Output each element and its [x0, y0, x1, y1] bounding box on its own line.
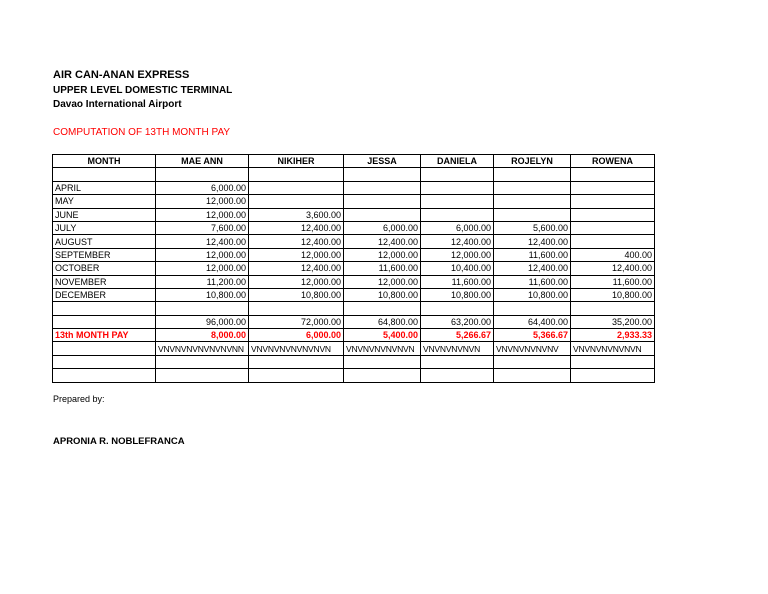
amount-cell[interactable]: 12,000.00	[156, 195, 249, 208]
total-cell[interactable]: 35,200.00	[571, 315, 655, 328]
amount-cell[interactable]	[344, 208, 421, 221]
cell[interactable]	[571, 168, 655, 181]
blank-row	[53, 369, 655, 382]
cell[interactable]	[494, 168, 571, 181]
amount-cell[interactable]: 5,600.00	[494, 221, 571, 234]
cell[interactable]	[494, 355, 571, 368]
amount-cell[interactable]: 7,600.00	[156, 221, 249, 234]
totals-row	[53, 315, 655, 328]
cell[interactable]	[344, 168, 421, 181]
cell[interactable]	[53, 168, 156, 181]
amount-cell[interactable]	[571, 208, 655, 221]
cell[interactable]	[571, 355, 655, 368]
amount-cell[interactable]: 12,000.00	[156, 208, 249, 221]
column-header[interactable]: NIKIHER	[249, 155, 344, 168]
amount-cell[interactable]: 10,400.00	[421, 262, 494, 275]
column-header[interactable]: ROJELYN	[494, 155, 571, 168]
amount-cell[interactable]: 11,600.00	[344, 262, 421, 275]
table-row	[53, 181, 655, 194]
pay-label[interactable]: 13th MONTH PAY	[53, 329, 156, 342]
cell[interactable]	[53, 355, 156, 368]
column-header[interactable]: MONTH	[53, 155, 156, 168]
cell[interactable]	[494, 369, 571, 382]
month-cell[interactable]: APRIL	[53, 181, 156, 194]
amount-cell[interactable]: 11,600.00	[494, 248, 571, 261]
signature-cell[interactable]: VNVNVNVNVNVNVN	[249, 342, 344, 355]
cell[interactable]	[344, 302, 421, 315]
month-cell[interactable]: OCTOBER	[53, 262, 156, 275]
amount-cell[interactable]: 12,000.00	[421, 248, 494, 261]
terminal-location: UPPER LEVEL DOMESTIC TERMINAL	[53, 85, 233, 96]
amount-cell[interactable]: 12,400.00	[421, 235, 494, 248]
month-rows	[53, 181, 655, 302]
cell[interactable]	[156, 369, 249, 382]
cell[interactable]	[571, 302, 655, 315]
column-header[interactable]: MAE ANN	[156, 155, 249, 168]
cell[interactable]	[53, 302, 156, 315]
amount-cell[interactable]	[249, 181, 344, 194]
amount-cell[interactable]: 12,400.00	[571, 262, 655, 275]
amount-cell[interactable]: 6,000.00	[421, 221, 494, 234]
amount-cell[interactable]: 3,600.00	[249, 208, 344, 221]
amount-cell[interactable]: 11,600.00	[571, 275, 655, 288]
amount-cell[interactable]	[421, 208, 494, 221]
total-cell[interactable]: 64,400.00	[494, 315, 571, 328]
cell[interactable]	[249, 369, 344, 382]
sheet-title: COMPUTATION OF 13TH MONTH PAY	[53, 127, 231, 138]
amount-cell[interactable]	[344, 195, 421, 208]
table-row	[53, 275, 655, 288]
prepared-by-label: Prepared by:	[53, 394, 105, 404]
month-cell[interactable]: AUGUST	[53, 235, 156, 248]
column-header[interactable]: DANIELA	[421, 155, 494, 168]
amount-cell[interactable]: 10,800.00	[494, 288, 571, 301]
amount-cell[interactable]: 12,400.00	[249, 262, 344, 275]
amount-cell[interactable]	[344, 181, 421, 194]
cell[interactable]	[249, 355, 344, 368]
pay-table	[52, 154, 655, 383]
pay-cell[interactable]: 8,000.00	[156, 329, 249, 342]
cell[interactable]	[494, 302, 571, 315]
month-cell[interactable]: SEPTEMBER	[53, 248, 156, 261]
cell[interactable]	[53, 315, 156, 328]
column-header[interactable]: ROWENA	[571, 155, 655, 168]
pay-cell[interactable]: 2,933.33	[571, 329, 655, 342]
pay-cell[interactable]: 5,266.67	[421, 329, 494, 342]
month-cell[interactable]: DECEMBER	[53, 288, 156, 301]
thirteenth-month-row	[53, 329, 655, 342]
cell[interactable]	[156, 302, 249, 315]
amount-cell[interactable]: 6,000.00	[344, 221, 421, 234]
amount-cell[interactable]: 12,000.00	[156, 248, 249, 261]
cell[interactable]	[249, 168, 344, 181]
total-cell[interactable]: 72,000.00	[249, 315, 344, 328]
blank-row	[53, 168, 655, 181]
amount-cell[interactable]	[421, 195, 494, 208]
amount-cell[interactable]: 10,800.00	[156, 288, 249, 301]
total-cell[interactable]: 64,800.00	[344, 315, 421, 328]
amount-cell[interactable]: 12,000.00	[344, 248, 421, 261]
amount-cell[interactable]: 12,400.00	[249, 221, 344, 234]
cell[interactable]	[249, 302, 344, 315]
total-cell[interactable]: 63,200.00	[421, 315, 494, 328]
amount-cell[interactable]	[571, 235, 655, 248]
pay-cell[interactable]: 5,400.00	[344, 329, 421, 342]
month-cell[interactable]: JUNE	[53, 208, 156, 221]
cell[interactable]	[344, 369, 421, 382]
amount-cell[interactable]: 12,400.00	[249, 235, 344, 248]
amount-cell[interactable]: 10,800.00	[421, 288, 494, 301]
amount-cell[interactable]	[249, 195, 344, 208]
cell[interactable]	[421, 355, 494, 368]
amount-cell[interactable]: 10,800.00	[571, 288, 655, 301]
cell[interactable]	[421, 369, 494, 382]
amount-cell[interactable]: 12,400.00	[494, 235, 571, 248]
signature-cell[interactable]: VNVNVNVNVN	[421, 342, 494, 355]
table-row	[53, 248, 655, 261]
cell[interactable]	[571, 369, 655, 382]
cell[interactable]	[53, 342, 156, 355]
amount-cell[interactable]	[571, 181, 655, 194]
amount-cell[interactable]: 11,600.00	[421, 275, 494, 288]
cell[interactable]	[156, 355, 249, 368]
cell[interactable]	[421, 302, 494, 315]
amount-cell[interactable]: 12,000.00	[344, 275, 421, 288]
amount-cell[interactable]: 10,800.00	[344, 288, 421, 301]
month-cell[interactable]: MAY	[53, 195, 156, 208]
amount-cell[interactable]: 400.00	[571, 248, 655, 261]
amount-cell[interactable]	[494, 181, 571, 194]
amount-cell[interactable]	[494, 195, 571, 208]
total-cell[interactable]: 96,000.00	[156, 315, 249, 328]
airport-name: Davao International Airport	[53, 99, 182, 110]
amount-cell[interactable]: 12,000.00	[249, 248, 344, 261]
table-row	[53, 195, 655, 208]
signature-cell[interactable]: VNVNVNVNVNVNVNN	[156, 342, 249, 355]
month-cell[interactable]: NOVEMBER	[53, 275, 156, 288]
header-row	[53, 155, 655, 168]
table-row	[53, 262, 655, 275]
cell[interactable]	[421, 168, 494, 181]
signature-cell[interactable]: VNVNVNVNVNV	[494, 342, 571, 355]
amount-cell[interactable]: 10,800.00	[249, 288, 344, 301]
signature-cell[interactable]: VNVNVNVNVNVN	[571, 342, 655, 355]
column-header[interactable]: JESSA	[344, 155, 421, 168]
pay-cell[interactable]: 5,366.67	[494, 329, 571, 342]
amount-cell[interactable]	[571, 221, 655, 234]
cell[interactable]	[156, 168, 249, 181]
amount-cell[interactable]: 11,200.00	[156, 275, 249, 288]
pay-cell[interactable]: 6,000.00	[249, 329, 344, 342]
cell[interactable]	[344, 355, 421, 368]
amount-cell[interactable]: 12,000.00	[249, 275, 344, 288]
amount-cell[interactable]: 12,000.00	[156, 262, 249, 275]
signature-cell[interactable]: VNVNVNVNVNVN	[344, 342, 421, 355]
blank-row	[53, 302, 655, 315]
signature-row	[53, 342, 655, 355]
amount-cell[interactable]: 12,400.00	[494, 262, 571, 275]
amount-cell[interactable]: 11,600.00	[494, 275, 571, 288]
amount-cell[interactable]	[571, 195, 655, 208]
table-row	[53, 221, 655, 234]
amount-cell[interactable]: 12,400.00	[344, 235, 421, 248]
preparer-name: APRONIA R. NOBLEFRANCA	[53, 436, 185, 447]
month-cell[interactable]: JULY	[53, 221, 156, 234]
amount-cell[interactable]: 12,400.00	[156, 235, 249, 248]
amount-cell[interactable]	[421, 181, 494, 194]
table-row	[53, 235, 655, 248]
blank-row	[53, 355, 655, 368]
amount-cell[interactable]	[494, 208, 571, 221]
amount-cell[interactable]: 6,000.00	[156, 181, 249, 194]
company-name: AIR CAN-ANAN EXPRESS	[53, 69, 190, 81]
table-row	[53, 288, 655, 301]
table-row	[53, 208, 655, 221]
cell[interactable]	[53, 369, 156, 382]
